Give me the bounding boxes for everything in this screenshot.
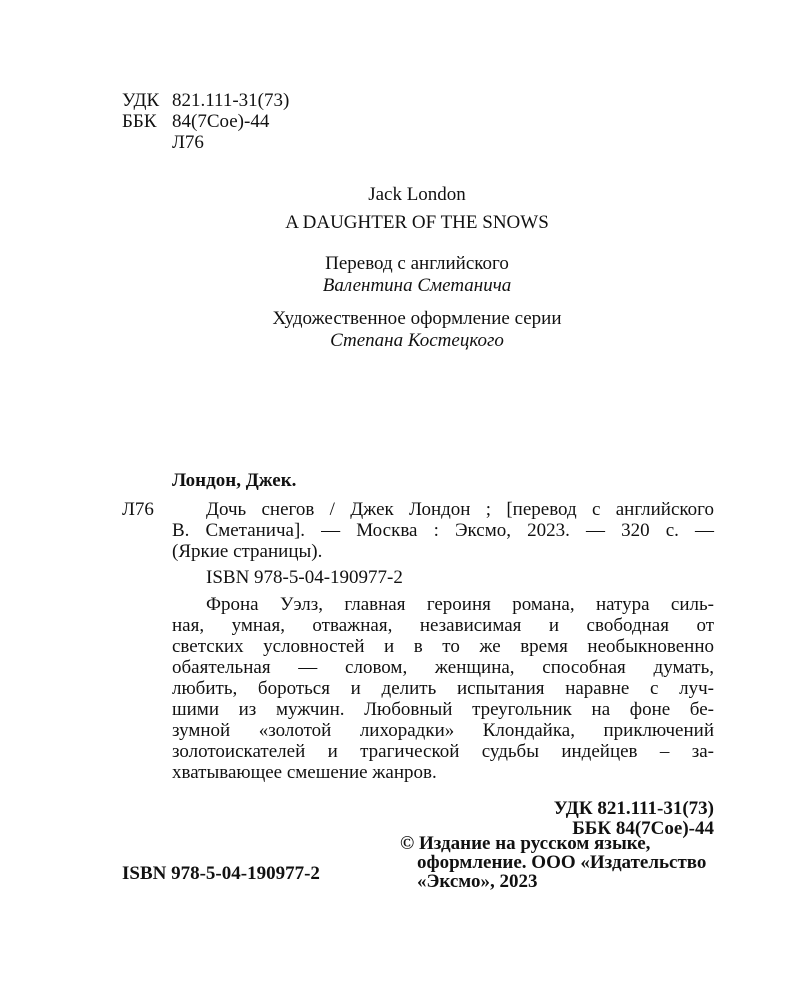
bibliographic-line-1: Дочь снегов / Джек Лондон ; [перевод с английского (206, 499, 714, 520)
footer-bbk: ББК 84(7Сое)-44 (572, 818, 714, 839)
bbk-value: 84(7Сое)-44 (172, 111, 270, 132)
author-name: Jack London (368, 184, 466, 205)
bibliographic-isbn: ISBN 978-5-04-190977-2 (206, 567, 403, 588)
bibliographic-line-2: В. Сметанича]. — Москва : Эксмо, 2023. — 320 с. — (172, 520, 714, 541)
bbk-label: ББК (122, 111, 157, 132)
author-mark: Л76 (172, 132, 204, 153)
annotation-line: зумной «золотой лихорадки» Клондайка, приключений (172, 720, 714, 741)
bibliographic-line-3: (Яркие страницы). (172, 541, 323, 562)
book-title: A DAUGHTER OF THE SNOWS (285, 212, 549, 233)
udk-row (122, 90, 289, 112)
bbk-row (122, 111, 269, 133)
annotation-line: золотоискателей и трагической судьбы индейцев – за- (172, 741, 714, 762)
footer-udk: УДК 821.111-31(73) (553, 798, 714, 819)
annotation-line: Фрона Уэлз, главная героиня романа, натура силь- (206, 594, 714, 615)
translation-label: Перевод с английского (325, 253, 509, 274)
annotation-line: хватывающее смешение жанров. (172, 762, 437, 783)
design-label: Художественное оформление серии (272, 308, 562, 329)
copyright-line-3: «Эксмо», 2023 (417, 871, 538, 892)
udk-label: УДК (122, 90, 160, 111)
copyright-line-2: оформление. ООО «Издательство (417, 852, 707, 873)
bibliographic-mark: Л76 (122, 499, 154, 520)
copyright-line-1: © Издание на русском языке, (400, 833, 651, 854)
designer-name: Степана Костецкого (330, 330, 504, 351)
footer-isbn: ISBN 978-5-04-190977-2 (122, 863, 320, 884)
translator-name: Валентина Сметанича (322, 275, 512, 296)
annotation-line: ная, умная, отважная, независимая и свободная от (172, 615, 714, 636)
annotation-line: любить, бороться и делить испытания наравне с луч- (172, 678, 714, 699)
bibliographic-heading: Лондон, Джек. (172, 470, 297, 491)
udk-value: 821.111-31(73) (172, 90, 290, 111)
author-mark-row (122, 132, 204, 154)
annotation-line: шими из мужчин. Любовный треугольник на фоне бе- (172, 699, 714, 720)
annotation-line: светских условностей и в то же время необыкновенно (172, 636, 714, 657)
annotation-line: обаятельная — словом, женщина, способная думать, (172, 657, 714, 678)
